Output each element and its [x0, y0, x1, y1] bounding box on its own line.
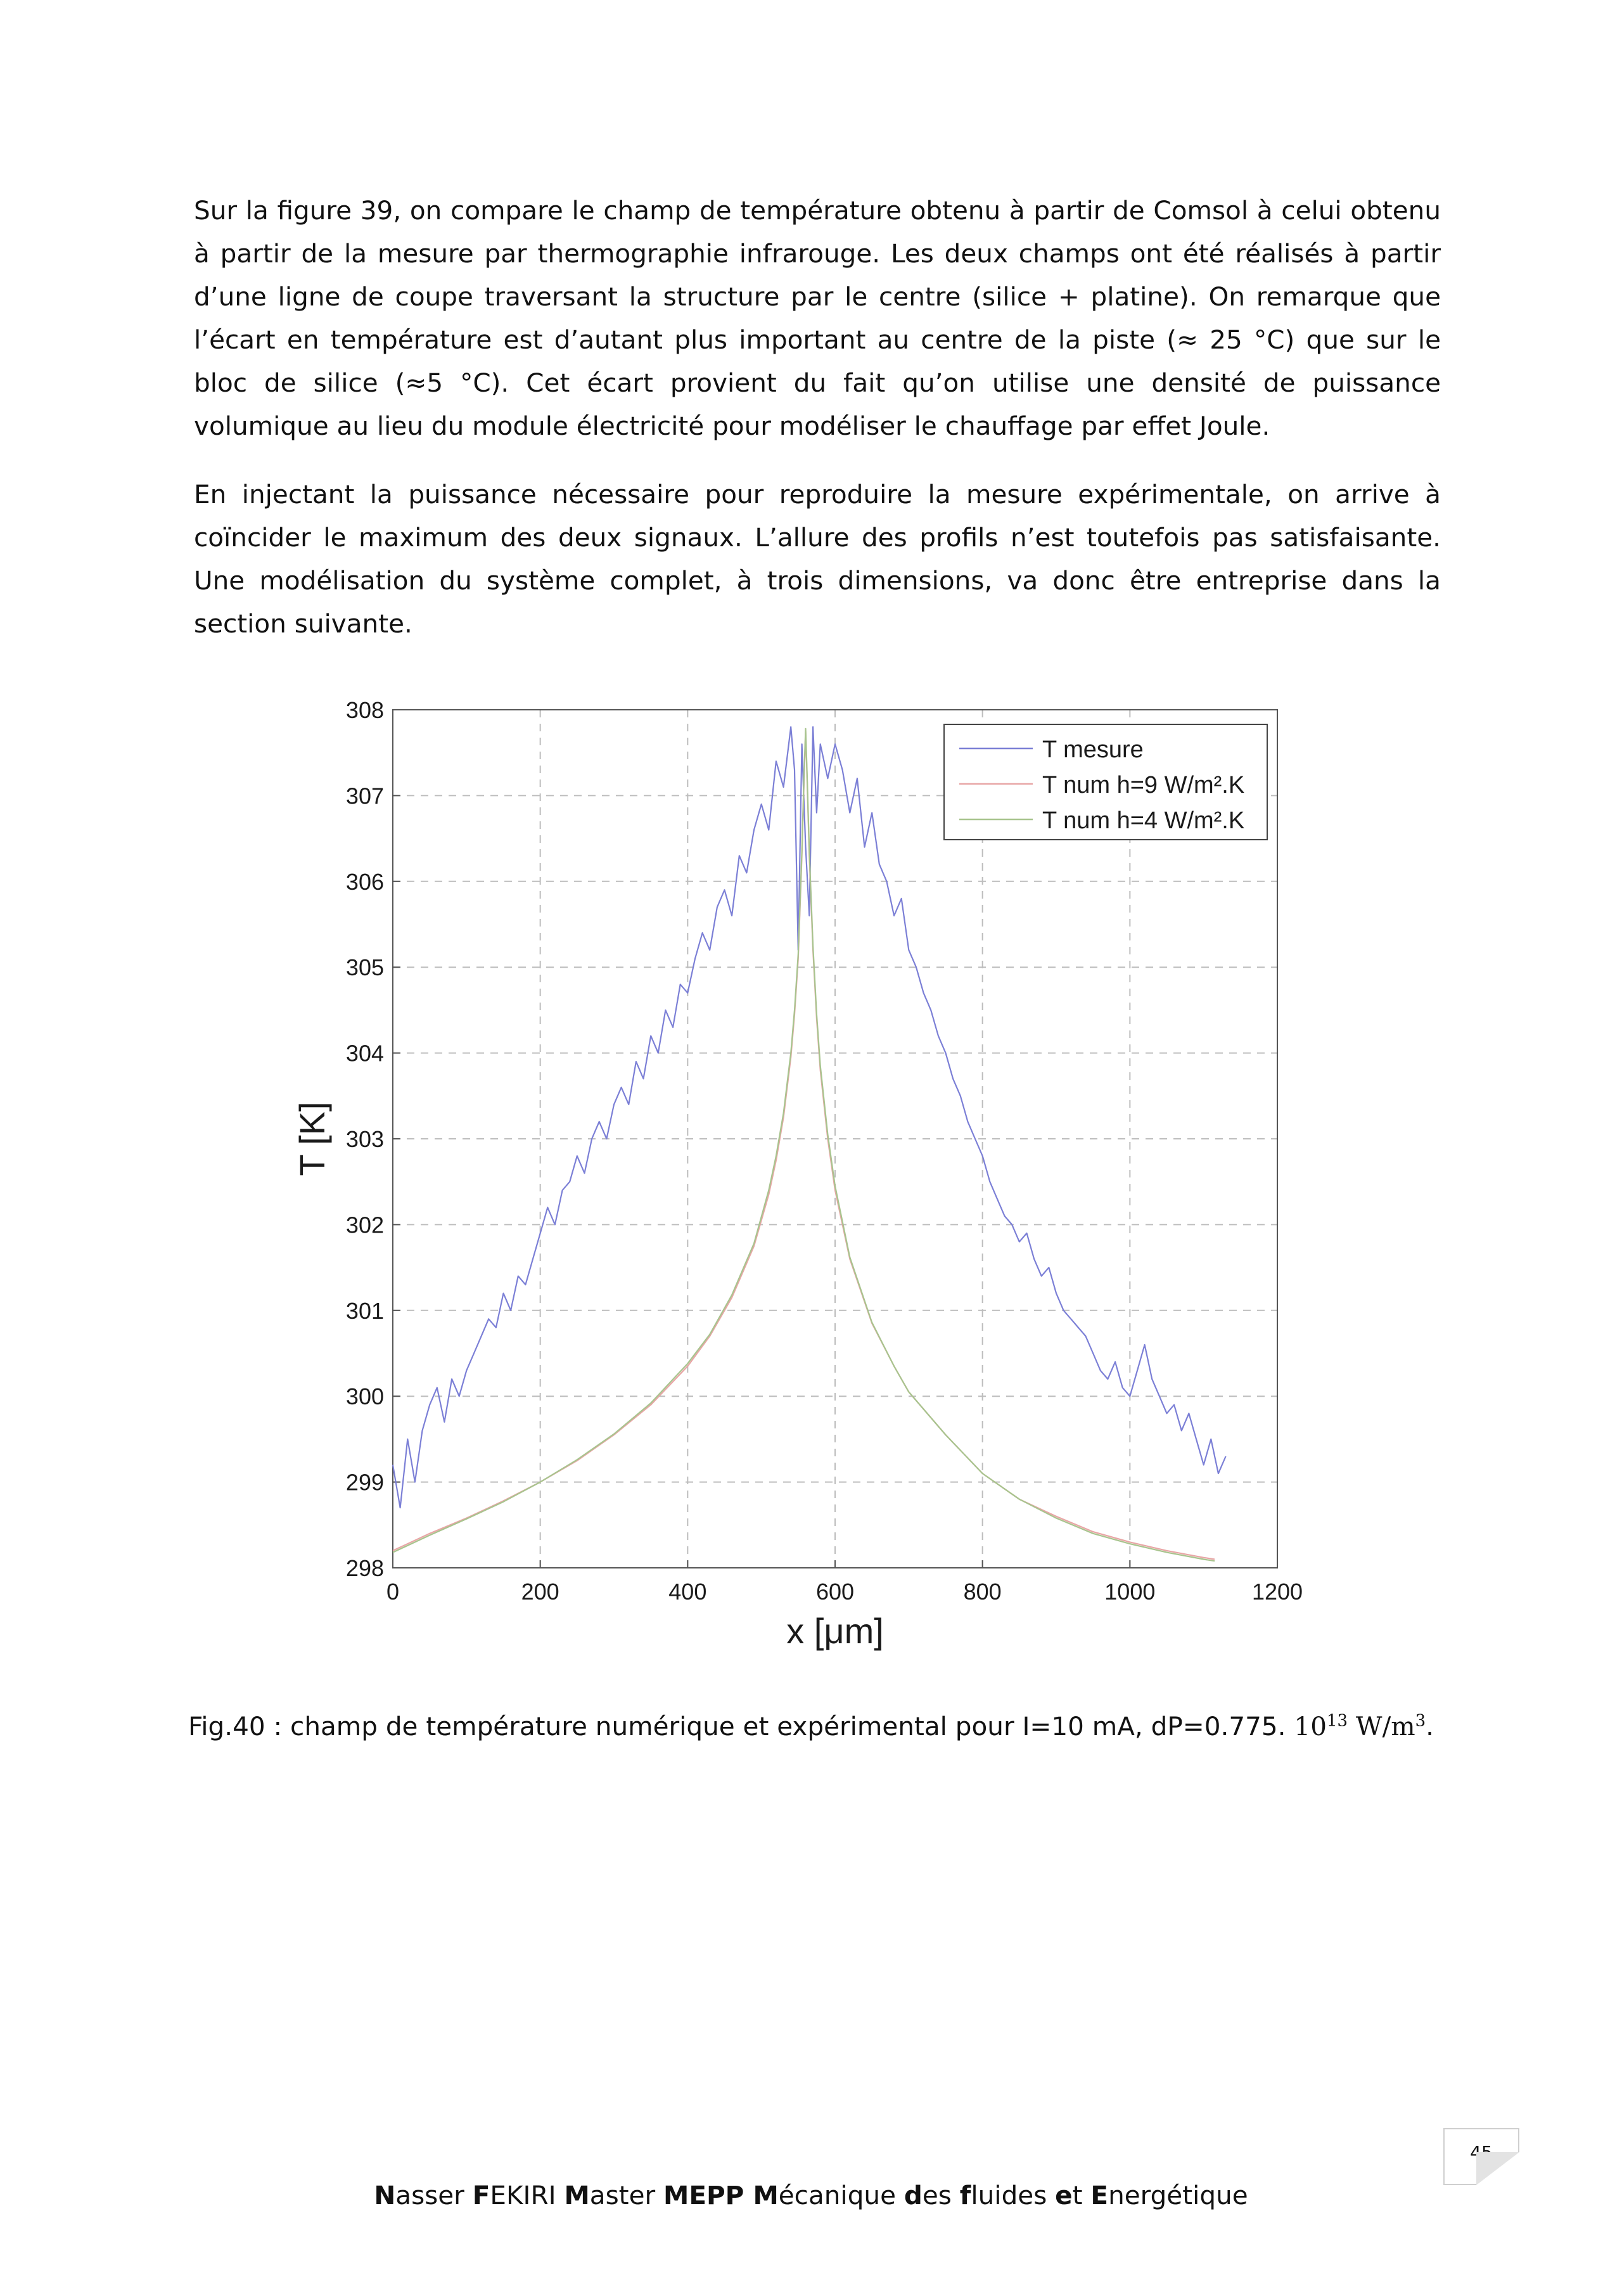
footer-part-7: et	[1055, 2180, 1091, 2210]
caption-math: $10^{13}$ $W/m^3$	[1294, 1711, 1426, 1741]
temperature-chart	[272, 681, 1362, 1670]
x-axis-label: x [μm]	[786, 1611, 884, 1651]
caption-text: Fig.40 : champ de température numérique et expérimental pour I=10 mA, dP=0.775.	[188, 1711, 1294, 1741]
y-tick-label-9: 307	[345, 783, 384, 809]
footer-part-8: Energétique	[1090, 2180, 1248, 2210]
series-line-1	[393, 731, 1215, 1560]
x-tick-label-6: 1200	[1251, 1579, 1303, 1605]
y-axis-label: T [K]	[292, 1101, 332, 1176]
page-fold-icon	[1476, 2152, 1519, 2185]
y-tick-label-0: 298	[345, 1555, 384, 1581]
footer-part-2: FEKIRI	[472, 2180, 565, 2210]
y-tick-label-8: 306	[345, 868, 384, 895]
paragraph-2: En injectant la puissance nécessaire pour reproduire la mesure expérimentale, on arrive à coïncider le maximum des deux signaux. L’allure des profils n’est toutefois pas satisfaisante. Une modélisation du système complet, à trois dimensions, va donc être entreprise dans la section suivante.	[194, 479, 1441, 639]
figure-caption: Fig.40 : champ de température numérique et expérimental pour I=10 mA, dP=0.775. $10^{13}$ $W/m^3$.	[188, 1711, 1434, 1741]
y-tick-label-7: 305	[345, 954, 384, 981]
y-tick-label-4: 302	[345, 1212, 384, 1238]
paragraph-1: Sur la figure 39, on compare le champ de température obtenu à partir de Comsol à celui obtenu à partir de la mesure par thermographie infrarouge. Les deux champs ont été réalisés à partir d’une ligne de coupe traversant la structure par le centre (silice + platine). On remarque que l’écart en température est d’autant plus important au centre de la piste (≈ 25 °C) que sur le bloc de silice (≈5 °C). Cet écart provient du fait qu’on utilise une densité de puissance volumique au lieu du module électricité pour modéliser le chauffage par effet Joule.	[194, 195, 1441, 441]
footer-part-3: Master	[564, 2180, 664, 2210]
x-tick-label-3: 600	[815, 1579, 855, 1605]
series-line-2	[393, 729, 1215, 1561]
legend-label-1: T num h=9 W/m².K	[1042, 772, 1245, 798]
footer-part-6: fluides	[959, 2180, 1056, 2210]
page-number-box	[1443, 2128, 1519, 2185]
chart-legend	[944, 724, 1267, 840]
footer-part-1: Nasser	[374, 2180, 473, 2210]
footer-part-5: des	[904, 2180, 960, 2210]
x-tick-label-4: 800	[963, 1579, 1002, 1605]
legend-label-2: T num h=4 W/m².K	[1042, 807, 1245, 834]
y-tick-label-10: 308	[345, 697, 384, 723]
legend-label-0: T mesure	[1042, 736, 1144, 763]
x-tick-label-2: 400	[668, 1579, 707, 1605]
chart-series	[393, 727, 1226, 1561]
page-number: 45	[1470, 2142, 1493, 2163]
y-tick-label-1: 299	[345, 1469, 384, 1496]
x-tick-label-5: 1000	[1104, 1579, 1156, 1605]
y-tick-label-6: 304	[345, 1040, 384, 1067]
y-tick-label-5: 303	[345, 1126, 384, 1152]
x-tick-label-1: 200	[521, 1579, 559, 1605]
footer-part-4: MEPP Mécanique	[663, 2180, 904, 2210]
x-tick-label-0: 0	[386, 1579, 400, 1605]
page-footer	[0, 2180, 1622, 2210]
y-tick-label-3: 301	[345, 1297, 384, 1324]
y-tick-label-2: 300	[345, 1383, 384, 1410]
